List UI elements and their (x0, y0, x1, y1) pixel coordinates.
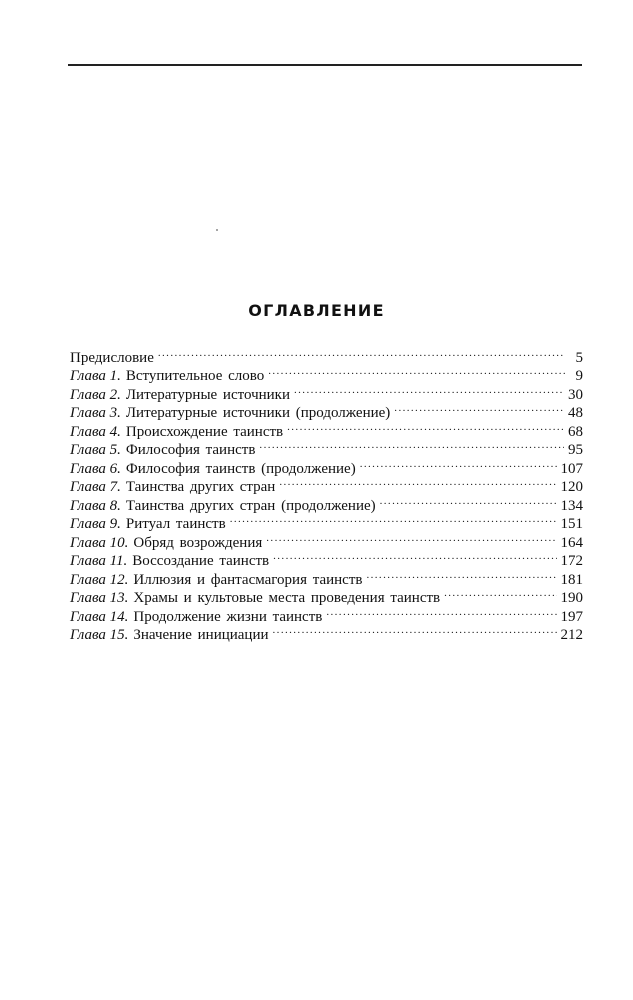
chapter-label: Глава 3. (70, 405, 121, 421)
dot-leader (394, 399, 564, 418)
dot-leader (273, 621, 557, 640)
dot-leader (273, 547, 556, 566)
chapter-label: Глава 13. (70, 590, 129, 606)
chapter-title: Храмы и культовые места проведения таинств (133, 590, 441, 606)
dot-leader (268, 362, 565, 381)
page-number: 120 (560, 479, 583, 495)
dot-leader (380, 491, 557, 510)
chapter-label: Глава 9. (70, 516, 121, 532)
page-number: 134 (560, 497, 583, 514)
chapter-title: Обряд возрождения (133, 534, 263, 551)
chapter-title: Литературные источники (продолжение) (125, 405, 391, 421)
chapter-title: Философия таинств (продолжение) (125, 460, 356, 477)
chapter-title: Таинства других стран (продолжение) (125, 497, 376, 514)
page-number: 212 (560, 627, 583, 643)
dot-leader (279, 473, 556, 492)
chapter-label: Глава 8. (70, 497, 121, 514)
chapter-title: Значение инициации (133, 627, 269, 643)
dot-leader (158, 343, 565, 362)
page-number: 107 (560, 460, 583, 477)
chapter-label: Глава 15. (70, 627, 129, 643)
chapter-label: Глава 12. (70, 571, 129, 588)
page-number: 9 (575, 368, 583, 384)
page-number: 181 (560, 571, 583, 588)
dot-leader (259, 436, 564, 455)
page-number: 151 (560, 516, 583, 532)
page-number: 190 (560, 590, 583, 606)
chapter-label: Глава 14. (70, 608, 129, 625)
chapter-title: Вступительное слово (125, 368, 265, 384)
chapter-label: Глава 5. (70, 442, 121, 458)
table-of-contents (70, 343, 583, 643)
chapter-label: Глава 7. (70, 479, 121, 495)
page-number: 172 (560, 553, 583, 569)
dot-leader (266, 528, 556, 547)
chapter-title: Иллюзия и фантасмагория таинств (133, 571, 363, 588)
dot-leader (287, 417, 564, 436)
chapter-title: Предисловие (70, 349, 154, 366)
chapter-title: Продолжение жизни таинств (133, 608, 323, 625)
page-number: 95 (568, 442, 583, 458)
dot-leader (366, 565, 556, 584)
toc-heading: ОГЛАВЛЕНИЕ (248, 301, 385, 320)
chapter-title: Воссоздание таинств (132, 553, 270, 569)
print-speck (216, 229, 218, 231)
chapter-title: Ритуал таинств (125, 516, 226, 532)
chapter-title: Философия таинств (125, 442, 256, 458)
chapter-label: Глава 11. (70, 553, 128, 569)
dot-leader (294, 380, 564, 399)
page-number: 5 (575, 349, 583, 366)
chapter-title: Происхождение таинств (125, 423, 284, 440)
dot-leader (230, 510, 557, 529)
chapter-label: Глава 6. (70, 460, 121, 477)
page-number: 197 (560, 608, 583, 625)
page-number: 68 (568, 423, 583, 440)
dot-leader (444, 584, 556, 603)
header-rule (68, 64, 582, 66)
chapter-title: Литературные источники (125, 386, 290, 403)
page-number: 30 (568, 386, 583, 403)
toc-entry (70, 343, 583, 366)
chapter-label: Глава 2. (70, 386, 121, 403)
page-number: 164 (560, 534, 583, 551)
chapter-label: Глава 10. (70, 534, 129, 551)
dot-leader (326, 602, 556, 621)
chapter-label: Глава 1. (70, 368, 121, 384)
chapter-label: Глава 4. (70, 423, 121, 440)
dot-leader (360, 454, 557, 473)
chapter-title: Таинства других стран (125, 479, 276, 495)
page-number: 48 (568, 405, 583, 421)
